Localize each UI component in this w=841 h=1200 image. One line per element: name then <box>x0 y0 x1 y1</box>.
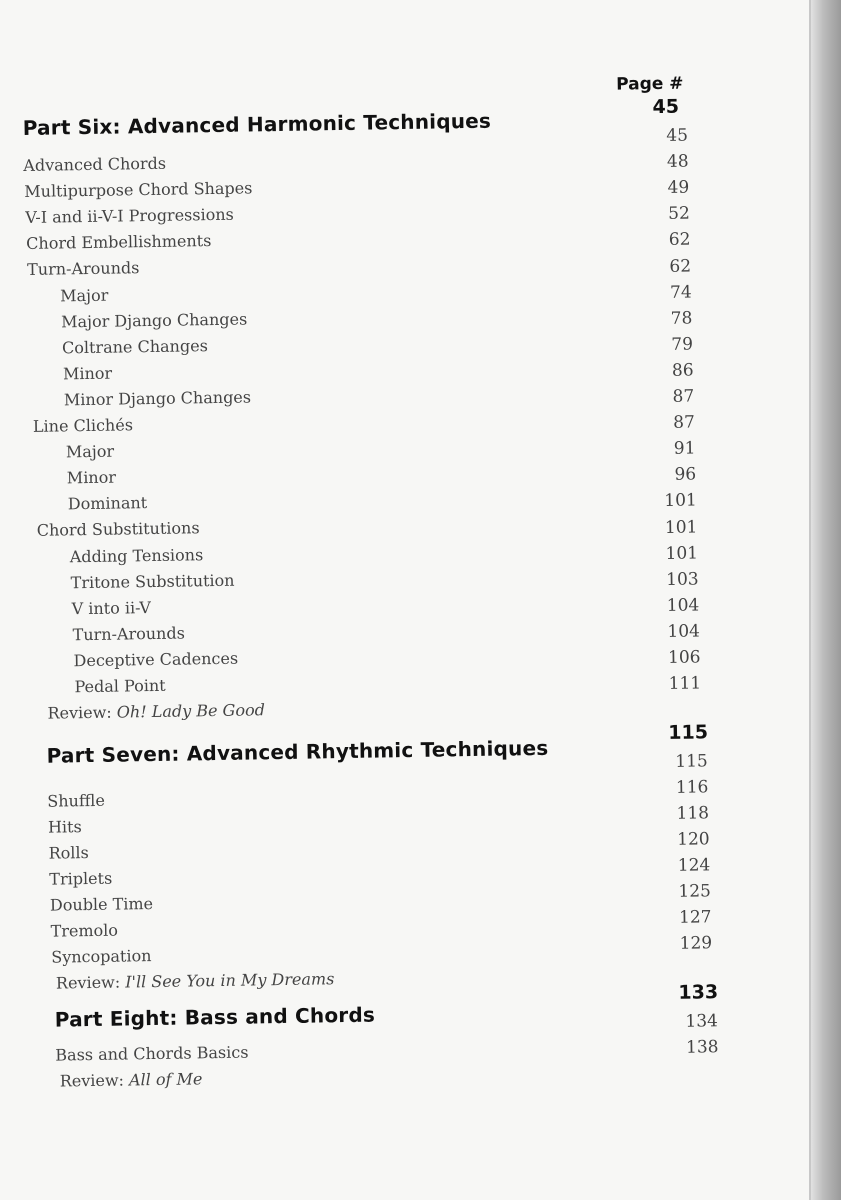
page-number: 115 <box>675 751 708 772</box>
toc-entry: Hits <box>47 817 82 837</box>
toc-entry: V into ii-V <box>71 597 152 618</box>
page-number: 125 <box>678 881 712 902</box>
toc-entry: Multipurpose Chord Shapes <box>24 178 253 202</box>
page-edge-shadow <box>811 0 841 1200</box>
page-number: 78 <box>670 308 693 329</box>
toc-entry: Coltrane Changes <box>61 335 208 358</box>
page-number: 127 <box>678 907 712 928</box>
toc-entry: Dominant <box>67 493 148 514</box>
page-number: 124 <box>677 855 711 876</box>
page-number: 138 <box>685 1037 719 1058</box>
toc-entry: Line Clichés <box>32 415 134 436</box>
page-number: 101 <box>664 516 698 538</box>
toc-entry: Rolls <box>48 843 89 863</box>
toc-entry: Chord Embellishments <box>26 231 212 254</box>
page-number: 86 <box>671 360 694 381</box>
toc-entry: Turn-Arounds <box>72 623 185 645</box>
review-prefix: Review: <box>47 702 112 723</box>
toc-review-entry <box>56 969 335 992</box>
page-number: 45 <box>666 125 689 146</box>
toc-entry: Triplets <box>49 868 113 889</box>
page-number: 134 <box>685 1011 719 1032</box>
page-number: 104 <box>666 595 700 616</box>
page-number: 101 <box>664 490 697 512</box>
part-start-page: 45 <box>652 95 680 119</box>
toc-entry: Turn-Arounds <box>27 258 140 280</box>
part-title: Part Seven: Advanced Rhythmic Techniques <box>46 735 549 768</box>
page-number: 48 <box>666 151 689 172</box>
page-number: 129 <box>679 933 713 954</box>
table-of-contents <box>22 69 722 1091</box>
page-number: 101 <box>665 543 699 564</box>
toc-entry: Syncopation <box>51 946 152 967</box>
page-number: 49 <box>667 177 690 199</box>
toc-entry: Major Django Changes <box>60 309 248 332</box>
part-title: Part Six: Advanced Harmonic Techniques <box>22 108 492 140</box>
page-number: 96 <box>674 464 697 486</box>
page-number: 79 <box>671 334 694 355</box>
toc-entry: Deceptive Cadences <box>73 648 239 671</box>
page-number-header: Page # <box>615 73 684 95</box>
toc-entry: V-I and ii-V-I Progressions <box>25 204 234 228</box>
toc-entry: Tritone Substitution <box>70 570 235 592</box>
part-start-page: 133 <box>678 981 719 1004</box>
review-title: I'll See You in My Dreams <box>125 969 335 992</box>
toc-review-entry <box>60 1069 203 1090</box>
toc-review-entry <box>47 700 265 722</box>
page-number: 91 <box>673 438 696 459</box>
toc-entry: Chord Substitutions <box>36 518 200 541</box>
toc-entry: Adding Tensions <box>69 544 204 566</box>
review-prefix: Review: <box>59 1070 125 1091</box>
toc-entry: Tremolo <box>50 920 119 941</box>
toc-entry: Minor Django Changes <box>63 387 252 410</box>
part-title: Part Eight: Bass and Chords <box>54 1002 376 1032</box>
review-title: All of Me <box>128 1069 203 1090</box>
page-number: 62 <box>669 256 692 277</box>
part-start-page: 115 <box>668 721 709 744</box>
toc-entry: Bass and Chords Basics <box>55 1042 249 1065</box>
toc-entry: Advanced Chords <box>23 153 167 175</box>
page-number: 106 <box>667 647 701 668</box>
page-number: 116 <box>675 777 709 798</box>
page-number: 87 <box>672 386 695 407</box>
page-number: 74 <box>669 282 692 303</box>
review-prefix: Review: <box>55 972 121 993</box>
page-number: 120 <box>677 829 710 850</box>
page-number: 118 <box>676 803 710 824</box>
page-number: 103 <box>666 569 699 590</box>
toc-entry: Shuffle <box>47 790 106 811</box>
page-number: 87 <box>673 412 696 433</box>
toc-entry: Minor <box>62 363 113 384</box>
review-title: Oh! Lady Be Good <box>116 700 266 722</box>
toc-entry: Major <box>65 441 115 462</box>
page-number: 62 <box>668 229 691 251</box>
toc-entry: Pedal Point <box>74 675 166 697</box>
page-number: 52 <box>668 203 690 225</box>
page-number: 111 <box>668 673 702 695</box>
toc-entry: Double Time <box>49 894 154 915</box>
toc-entry: Major <box>59 285 109 305</box>
page-number: 104 <box>667 621 701 642</box>
toc-entry: Minor <box>66 467 117 488</box>
